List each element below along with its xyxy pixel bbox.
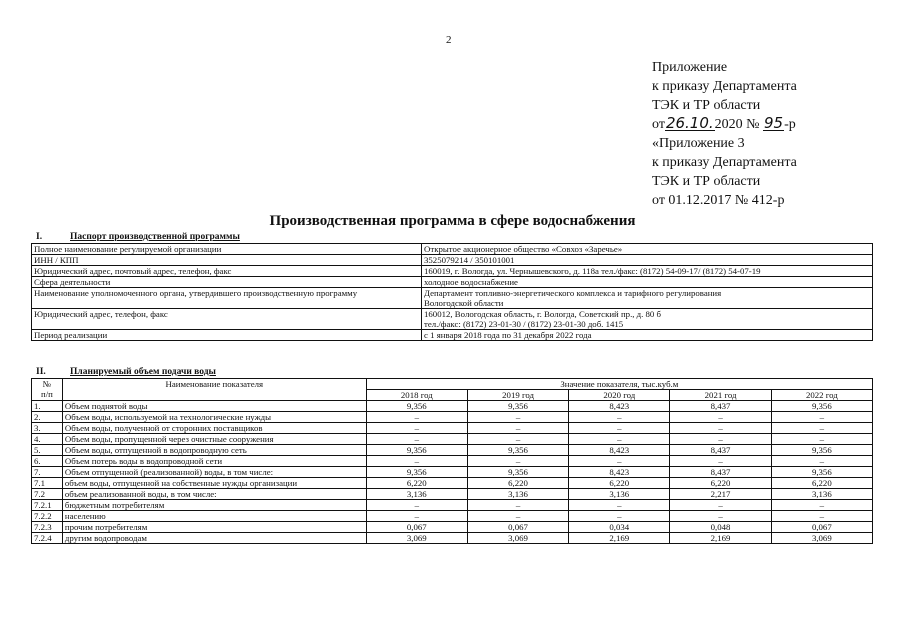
section-number: I.	[36, 232, 43, 242]
row-name: объем реализованной воды, в том числе:	[62, 489, 366, 500]
appendix-line: Приложение	[652, 60, 728, 75]
row-name: Объем поднятой воды	[62, 401, 366, 412]
row-value: 9,356	[467, 445, 568, 456]
table-row	[32, 500, 873, 511]
section-title: Планируемый объем подачи воды	[70, 367, 216, 377]
row-value: –	[467, 434, 568, 445]
row-value: 3,136	[467, 489, 568, 500]
row-value: –	[771, 412, 872, 423]
water-volume-table	[31, 378, 873, 544]
passport-key: Юридический адрес, почтовый адрес, телефон, факс	[32, 266, 422, 277]
passport-table	[31, 243, 873, 341]
row-value: 2,169	[569, 533, 670, 544]
row-number: 6.	[32, 456, 63, 467]
table-row	[32, 489, 873, 500]
table-row	[32, 255, 873, 266]
passport-key: Юридический адрес, телефон, факс	[32, 309, 422, 330]
row-value: 2,169	[670, 533, 771, 544]
header-year: 2020 год	[569, 390, 670, 401]
row-value: 3,136	[366, 489, 467, 500]
row-value: 9,356	[366, 445, 467, 456]
appendix-line: к приказу Департамента	[652, 79, 797, 94]
table-row	[32, 445, 873, 456]
passport-key: Наименование уполномоченного органа, утвердившего производственную программу	[32, 288, 422, 309]
passport-key: Сфера деятельности	[32, 277, 422, 288]
row-value: 3,069	[366, 533, 467, 544]
row-name: Объем потерь воды в водопроводной сети	[62, 456, 366, 467]
row-value: –	[670, 434, 771, 445]
row-number: 7.2.1	[32, 500, 63, 511]
passport-value-line: 3525079214 / 350101001	[424, 255, 515, 265]
row-name: объем воды, отпущенной на собственные нужды организации	[62, 478, 366, 489]
passport-key: ИНН / КПП	[32, 255, 422, 266]
row-value: –	[569, 434, 670, 445]
row-value: –	[771, 456, 872, 467]
section-heading	[36, 232, 240, 242]
table-row	[32, 511, 873, 522]
row-number: 4.	[32, 434, 63, 445]
row-value: 3,069	[467, 533, 568, 544]
row-value: 0,067	[467, 522, 568, 533]
row-value: 0,048	[670, 522, 771, 533]
row-name: Объем воды, отпущенной в водопроводную сеть	[62, 445, 366, 456]
row-value: 9,356	[366, 401, 467, 412]
row-value: –	[771, 500, 872, 511]
header-year: 2018 год	[366, 390, 467, 401]
section-number: II.	[36, 367, 46, 377]
row-value: –	[771, 434, 872, 445]
table-row	[32, 478, 873, 489]
row-number: 7.2	[32, 489, 63, 500]
row-value: –	[670, 456, 771, 467]
header-year: 2022 год	[771, 390, 872, 401]
row-name: Объем воды, пропущенной через очистные сооружения	[62, 434, 366, 445]
row-value: 6,220	[771, 478, 872, 489]
row-value: 8,423	[569, 401, 670, 412]
passport-value	[422, 266, 873, 277]
row-value: –	[569, 456, 670, 467]
row-value: 9,356	[771, 401, 872, 412]
table-row	[32, 533, 873, 544]
row-value: 8,423	[569, 445, 670, 456]
appendix-line: ТЭК и ТР области	[652, 98, 761, 113]
table-row	[32, 412, 873, 423]
page-number: 2	[446, 34, 452, 46]
row-value: –	[467, 456, 568, 467]
passport-value-line: Департамент топливно-энергетического комплекса и тарифного регулирования	[424, 288, 722, 298]
row-value: –	[467, 412, 568, 423]
row-value: –	[366, 500, 467, 511]
row-number: 7.2.4	[32, 533, 63, 544]
table-row	[32, 309, 873, 330]
passport-value	[422, 244, 873, 255]
order-suffix: -р	[784, 117, 796, 132]
row-value: 2,217	[670, 489, 771, 500]
row-value: 6,220	[467, 478, 568, 489]
table-row	[32, 467, 873, 478]
header-year: 2019 год	[467, 390, 568, 401]
row-value: –	[467, 500, 568, 511]
row-value: –	[467, 423, 568, 434]
table-row	[32, 288, 873, 309]
passport-value	[422, 277, 873, 288]
row-number: 1.	[32, 401, 63, 412]
passport-key: Период реализации	[32, 330, 422, 341]
page-title: Производственная программа в сфере водоснабжения	[269, 213, 636, 229]
row-value: 0,067	[366, 522, 467, 533]
table-row	[32, 401, 873, 412]
passport-value-line: холодное водоснабжение	[424, 277, 518, 287]
row-value: –	[670, 511, 771, 522]
passport-value-line: Вологодской области	[424, 298, 504, 308]
row-value: –	[771, 511, 872, 522]
date-prefix: от	[652, 117, 665, 132]
row-value: –	[569, 423, 670, 434]
passport-value-line: Открытое акционерное общество «Совхоз «Заречье»	[424, 244, 623, 254]
row-value: 3,136	[569, 489, 670, 500]
row-value: 9,356	[366, 467, 467, 478]
row-value: –	[670, 500, 771, 511]
appendix-line: к приказу Департамента	[652, 155, 797, 170]
row-name: прочим потребителям	[62, 522, 366, 533]
row-number: 7.	[32, 467, 63, 478]
row-value: 9,356	[771, 445, 872, 456]
row-value: 0,067	[771, 522, 872, 533]
table-row	[32, 434, 873, 445]
row-number: 7.2.3	[32, 522, 63, 533]
row-value: –	[467, 511, 568, 522]
appendix-line: от 01.12.2017 № 412-р	[652, 193, 785, 208]
row-name: населению	[62, 511, 366, 522]
row-value: 8,437	[670, 445, 771, 456]
row-value: 3,069	[771, 533, 872, 544]
passport-value	[422, 255, 873, 266]
date-year: 2020 №	[714, 117, 760, 132]
row-number: 3.	[32, 423, 63, 434]
appendix-line: «Приложение 3	[652, 136, 745, 151]
table-row	[32, 244, 873, 255]
row-name: Объем воды, используемой на технологические нужды	[62, 412, 366, 423]
appendix-block	[652, 58, 892, 210]
row-value: –	[569, 511, 670, 522]
passport-key: Полное наименование регулируемой организации	[32, 244, 422, 255]
handwritten-date: 26.10.	[665, 114, 714, 132]
table-row	[32, 423, 873, 434]
table-header-row	[32, 379, 873, 390]
row-number: 7.1	[32, 478, 63, 489]
row-value: –	[366, 423, 467, 434]
passport-value	[422, 309, 873, 330]
passport-value	[422, 288, 873, 309]
row-value: 9,356	[771, 467, 872, 478]
table-row	[32, 522, 873, 533]
row-value: 6,220	[366, 478, 467, 489]
header-number: № п/п	[32, 379, 63, 401]
row-number: 2.	[32, 412, 63, 423]
row-number: 7.2.2	[32, 511, 63, 522]
table-row	[32, 456, 873, 467]
row-value: –	[366, 434, 467, 445]
row-name: другим водопроводам	[62, 533, 366, 544]
row-value: –	[670, 412, 771, 423]
row-name: Объем отпущенной (реализованной) воды, в том числе:	[62, 467, 366, 478]
row-value: 0,034	[569, 522, 670, 533]
header-indicator-name: Наименование показателя	[62, 379, 366, 401]
row-value: –	[670, 423, 771, 434]
row-value: –	[366, 456, 467, 467]
row-name: бюджетным потребителям	[62, 500, 366, 511]
passport-value-line: с 1 января 2018 года по 31 декабря 2022 года	[424, 330, 592, 340]
section-heading	[36, 367, 216, 377]
appendix-line: ТЭК и ТР области	[652, 174, 761, 189]
passport-value-line: 160019, г. Вологда, ул. Чернышевского, д. 118а тел./факс: (8172) 54-09-17/ (8172) 54-07-19	[424, 266, 761, 276]
row-number: 5.	[32, 445, 63, 456]
row-value: 6,220	[569, 478, 670, 489]
appendix-date-line	[652, 115, 892, 134]
row-value: 8,437	[670, 401, 771, 412]
row-value: 8,437	[670, 467, 771, 478]
passport-value-line: тел./факс: (8172) 23-01-30 / (8172) 23-01-30 доб. 1415	[424, 319, 624, 329]
row-value: –	[366, 511, 467, 522]
section-title: Паспорт производственной программы	[70, 232, 240, 242]
table-row	[32, 277, 873, 288]
row-value: –	[366, 412, 467, 423]
row-value: –	[771, 423, 872, 434]
passport-value	[422, 330, 873, 341]
header-indicator-value: Значение показателя, тыс.куб.м	[366, 379, 872, 390]
row-value: –	[569, 412, 670, 423]
row-value: 9,356	[467, 401, 568, 412]
row-value: 8,423	[569, 467, 670, 478]
row-value: 6,220	[670, 478, 771, 489]
row-name: Объем воды, полученной от сторонних поставщиков	[62, 423, 366, 434]
table-row	[32, 330, 873, 341]
row-value: –	[569, 500, 670, 511]
row-value: 9,356	[467, 467, 568, 478]
header-year: 2021 год	[670, 390, 771, 401]
passport-value-line: 160012, Вологодская область, г. Вологда, Советский пр., д. 80 б	[424, 309, 662, 319]
handwritten-order-number: 95	[764, 114, 784, 132]
table-row	[32, 266, 873, 277]
row-value: 3,136	[771, 489, 872, 500]
